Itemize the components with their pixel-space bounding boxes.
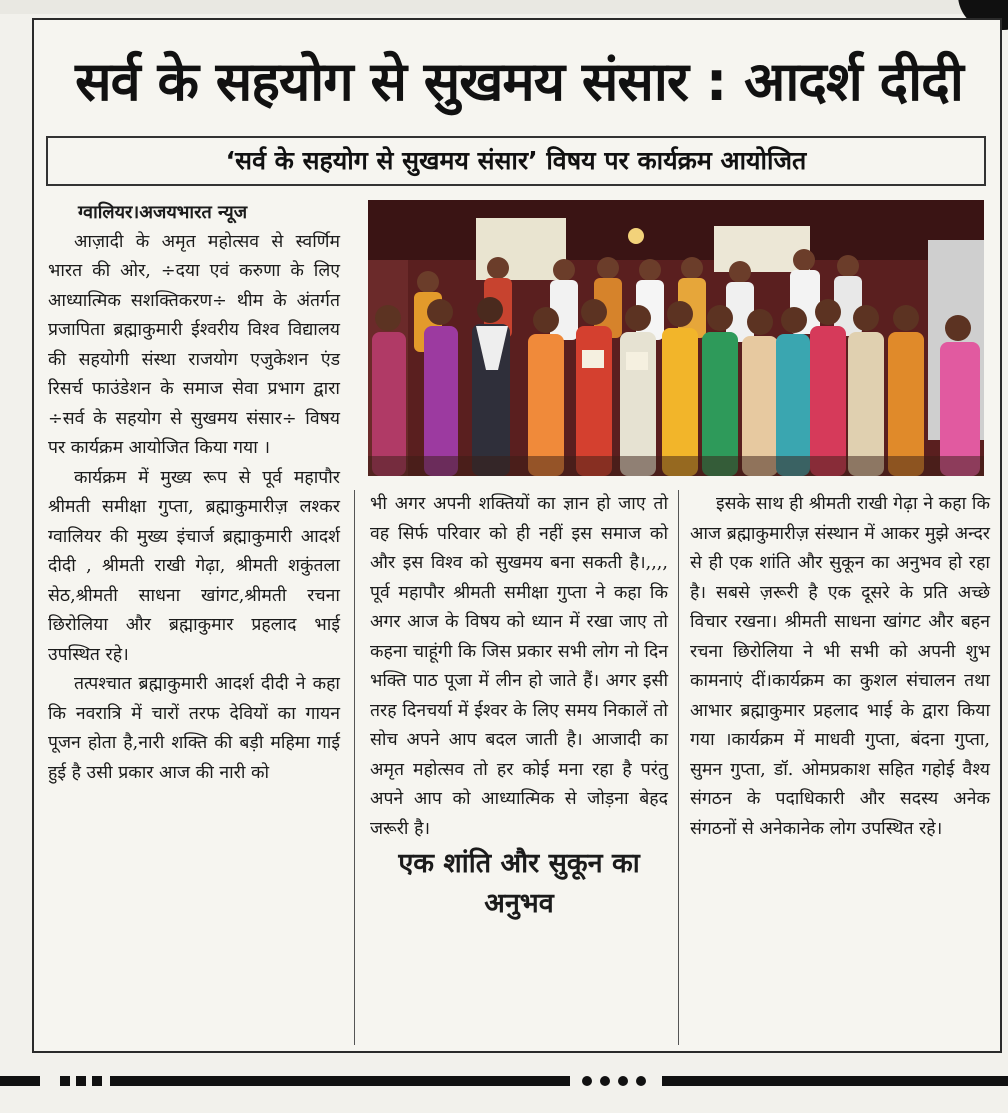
- article-frame: [32, 18, 1002, 1053]
- subheadline: ‘सर्व के सहयोग से सुखमय संसार’ विषय पर कार्यक्रम आयोजित: [46, 136, 986, 186]
- paragraph-1: आज़ादी के अमृत महोत्सव से स्वर्णिम भारत की ओर, ÷दया एवं करुणा के लिए आध्यात्मिक सशक्तिकरण÷ थीम के अंतर्गत प्रजापिता ब्रह्माकुमारी ईश्वरीय विश्व विद्यालय की सहयोगी संस्था राजयोग एजुकेशन एंड रिसर्च फाउंडेशन के समाज सेवा प्रभाग द्वारा ÷सर्व के सहयोग से सुखमय संसार÷ विषय पर कार्यक्रम आयोजित किया गया ।: [48, 231, 340, 458]
- article-column-3: [690, 490, 990, 844]
- column-divider: [678, 490, 679, 1045]
- headline: सर्व के सहयोग से सुखमय संसार : आदर्श दीदी: [75, 50, 963, 113]
- paragraph-4: भी अगर अपनी शक्तियों का ज्ञान हो जाए तो वह सिर्फ परिवार को ही नहीं इस समाज को और इस विश्व को सुखमय बना सकती है।,,,, पूर्व महापौर श्रीमती समीक्षा गुप्ता ने कहा कि अगर आज के विषय को ध्यान में रखा जाए तो कहना चाहूंगी कि जिस प्रकार सभी लोग नो दिन भक्ति पाठ पूजा में लीन हो जाते हैं। अगर इसी तरह दिनचर्या में ईश्वर के लिए समय निकालें तो सोच अपने आप बदल जाती है। आजादी का अमृत महोत्सव तो हर कोई मना रहा है परंतु अपने आप को आध्यात्मिक से जोड़ना बेहद जरूरी है।: [370, 494, 668, 839]
- previous-article-strip: [0, 0, 1008, 14]
- column-subheading: एक शांति और सुकून का अनुभव: [398, 848, 640, 919]
- article-column-2: [370, 490, 668, 924]
- article-column-1: [48, 198, 340, 788]
- event-group-photo: [368, 200, 984, 476]
- paragraph-2: कार्यक्रम में मुख्य रूप से पूर्व महापौर श्रीमती समीक्षा गुप्ता, ब्रह्माकुमारीज़ लश्कर ग्वालियर की मुख्य इंचार्ज ब्रह्माकुमारी आदर्श दीदी , श्रीमती राखी गेढ़ा, श्रीमती शकुंतला सेठ,श्रीमती साधना खांगट,श्रीमती रचना छिरोलिया और ब्रह्माकुमार प्रहलाद भाई उपस्थित रहे।: [48, 467, 340, 665]
- column-divider: [354, 490, 355, 1045]
- footer-ornament: [0, 1070, 1008, 1092]
- paragraph-5: इसके साथ ही श्रीमती राखी गेढ़ा ने कहा कि आज ब्रह्माकुमारीज़ संस्थान में आकर मुझे अन्दर से ही एक शांति और सुकून का अनुभव हो रहा है। सबसे ज़रूरी है एक दूसरे के प्रति अच्छे विचार रखना। श्रीमती साधना खांगट और बहन रचना छिरोलिया ने भी सभी को अपनी शुभ कामनाएं दीं।कार्यक्रम का कुशल संचालन तथा आभार ब्रह्माकुमार प्रहलाद भाई के द्वारा किया गया ।कार्यक्रम में माधवी गुप्ता, बंदना गुप्ता, सुमन गुप्ता, डॉ. ओमप्रकाश सहित गहोई वैश्य संगठन के पदाधिकारी और सदस्य अनेक संगठनों से अनेकानेक लोग उपस्थित रहे।: [690, 494, 990, 839]
- dateline: ग्वालियर।अजयभारत न्यूज: [78, 202, 248, 223]
- paragraph-3: तत्पश्चात ब्रह्माकुमारी आदर्श दीदी ने कहा कि नवरात्रि में चारों तरफ देवियों का गायन पूजन होता है,नारी शक्ति की बड़ी महिमा गाई हुई है उसी प्रकार आज की नारी को: [48, 674, 340, 783]
